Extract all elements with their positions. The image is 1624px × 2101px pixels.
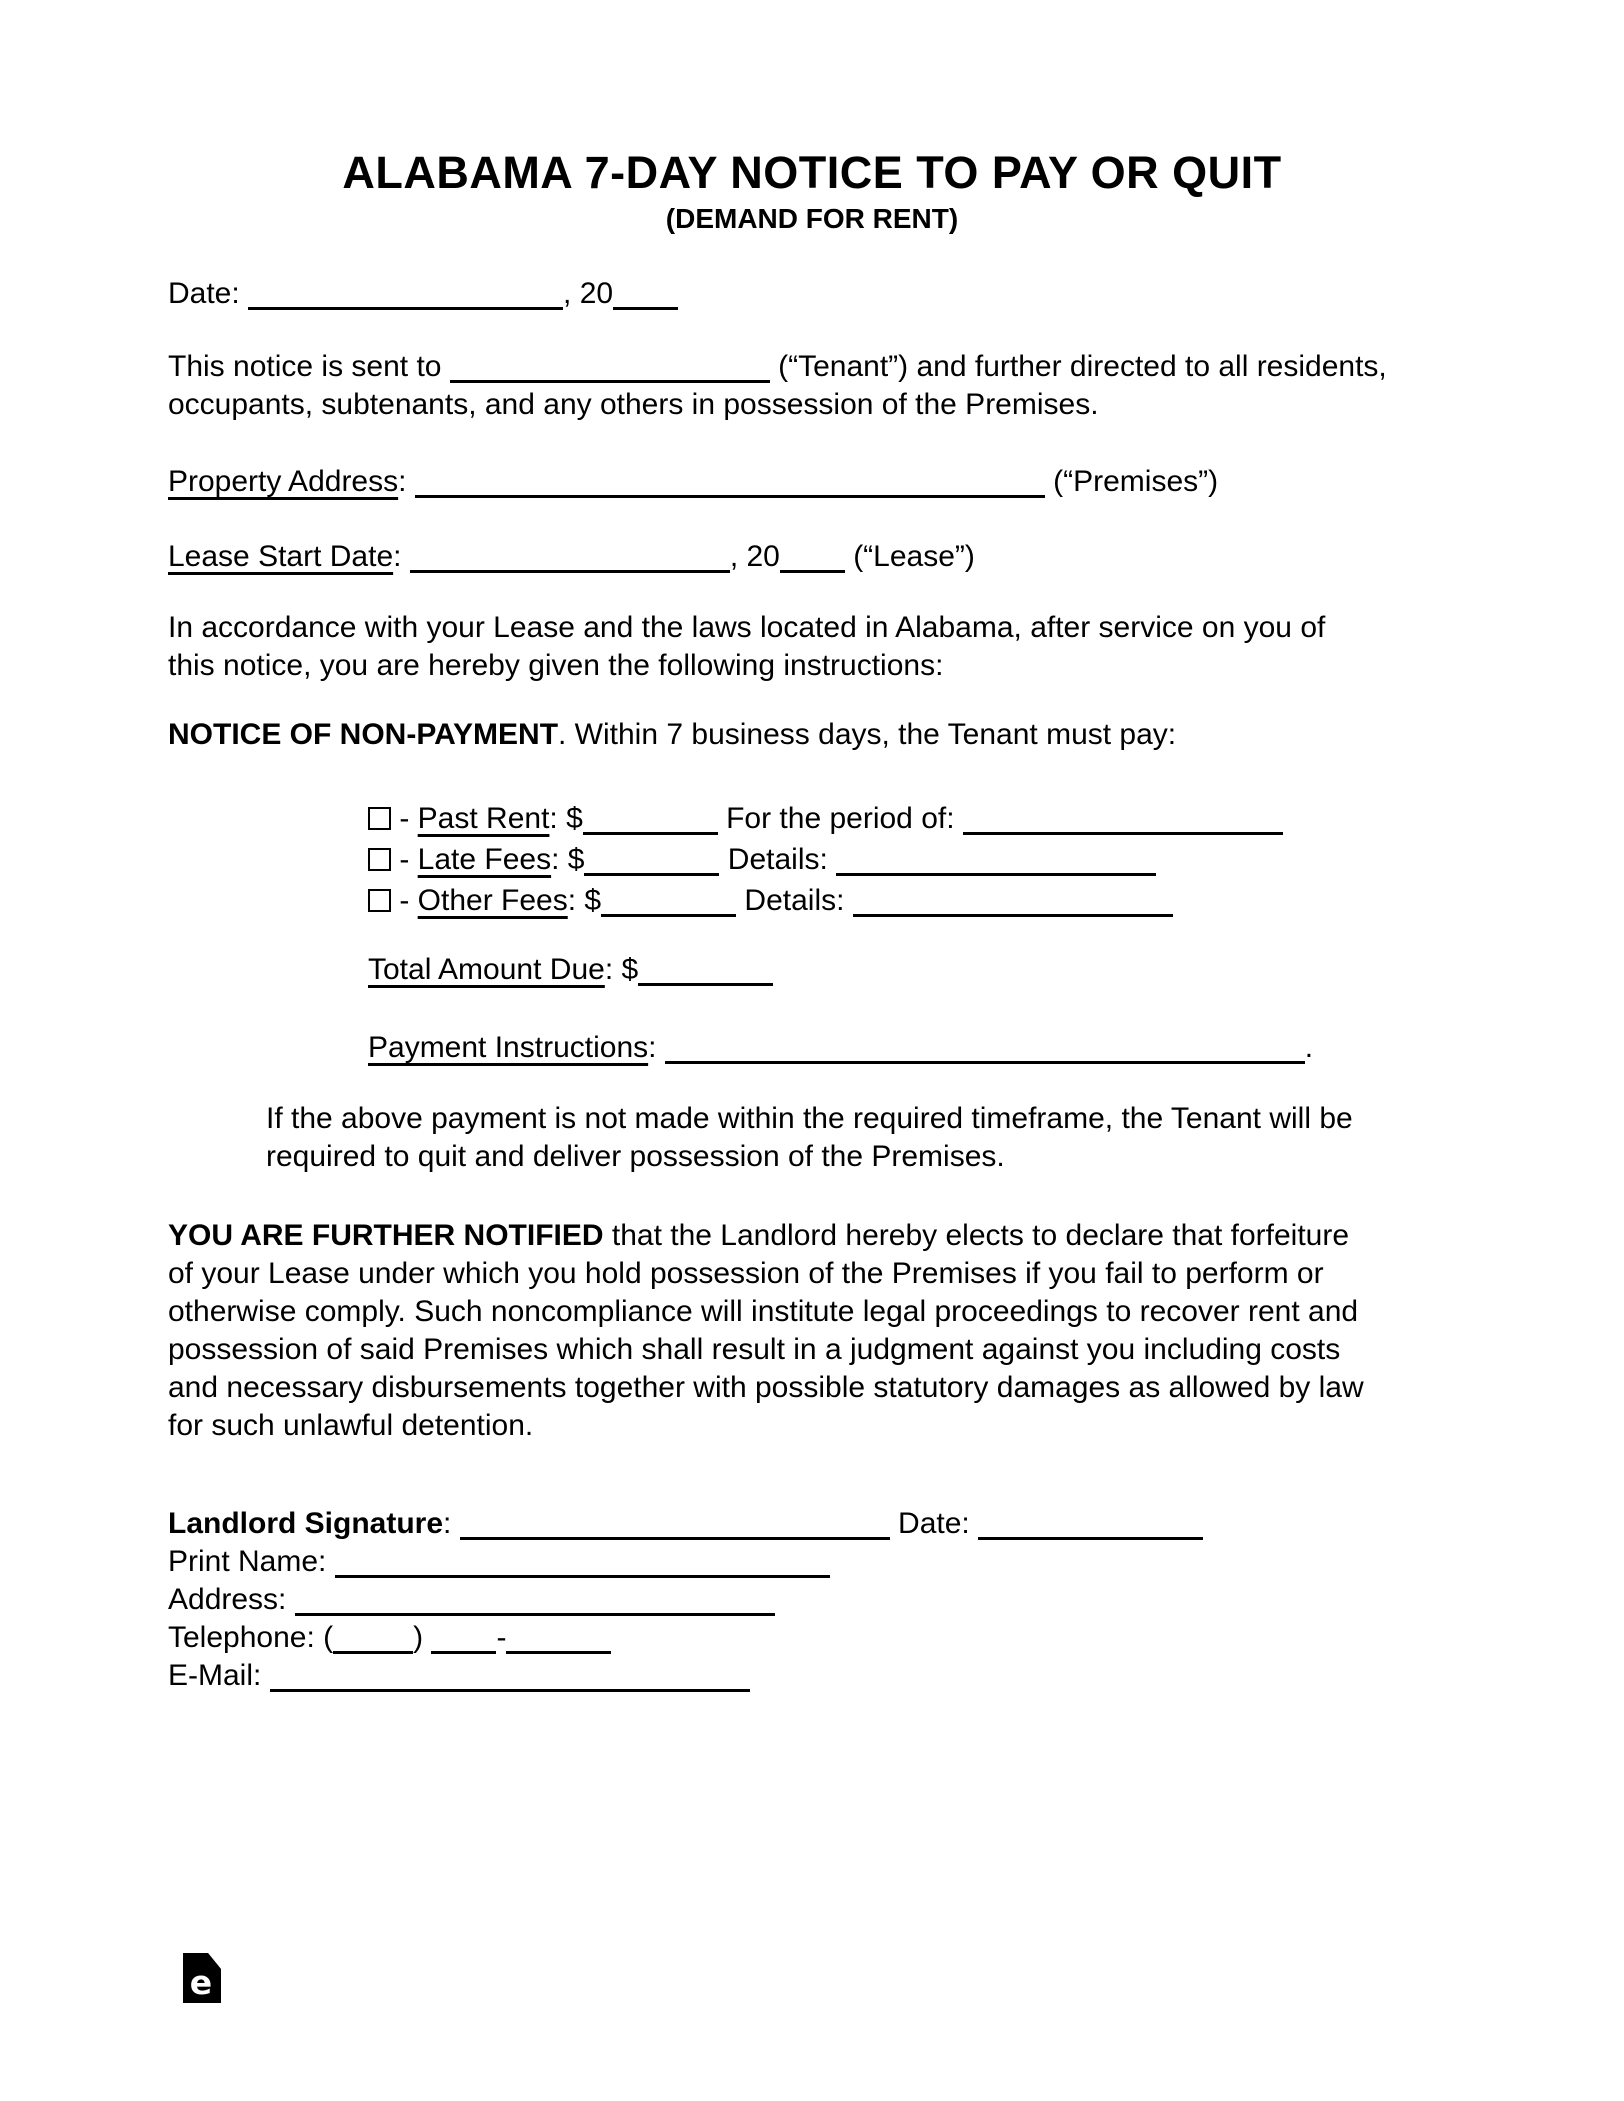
past-rent-row-text-2: - — [391, 802, 418, 835]
other-fees-row — [168, 881, 1456, 921]
late-fees-row-text-6: Details: — [719, 843, 837, 876]
payment-instructions-line-text-2: : — [648, 1031, 665, 1064]
sent-to-line-2-text-1: occupants, subtenants, and any others in possession of the Premises. — [168, 388, 1099, 421]
quit-warning-line-1-text-1: If the above payment is not made within the required timeframe, the Tenant will be — [266, 1102, 1353, 1135]
address-line — [168, 1581, 1456, 1619]
past-rent-row-blank-5[interactable] — [583, 804, 718, 835]
late-fees-row-text-3: Late Fees — [417, 843, 552, 876]
late-fees-row-text-2: - — [391, 843, 418, 876]
past-rent-row-text-6: For the period of: — [717, 802, 963, 835]
other-fees-row-text-3: Other Fees — [417, 884, 568, 917]
document-title: ALABAMA 7-DAY NOTICE TO PAY OR QUIT — [342, 147, 1282, 198]
late-fees-row-blank-5[interactable] — [584, 845, 719, 876]
accordance-line-2-text-1: this notice, you are hereby given the following instructions: — [168, 649, 944, 682]
telephone-line-text-3: ) — [413, 1621, 432, 1654]
print-name-line-blank-2[interactable] — [335, 1547, 830, 1578]
document-body — [168, 274, 1456, 1695]
print-name-line-text-1: Print Name: — [168, 1545, 335, 1578]
forfeiture-line-5 — [168, 1369, 1456, 1407]
landlord-signature-line-blank-5[interactable] — [978, 1509, 1203, 1540]
sent-to-line-1-text-1: This notice is sent to — [168, 350, 450, 383]
sent-to-line-2 — [168, 386, 1456, 424]
landlord-signature-line-text-1: Landlord Signature — [168, 1507, 444, 1540]
forfeiture-line-1-text-1: YOU ARE FURTHER NOTIFIED — [168, 1219, 604, 1252]
sent-to-line-1-text-3: (“Tenant”) and further directed to all residents, — [769, 350, 1387, 383]
date-line-blank-2[interactable] — [248, 279, 563, 310]
forfeiture-line-4 — [168, 1331, 1456, 1369]
landlord-signature-line — [168, 1505, 1456, 1543]
accordance-line-1 — [168, 609, 1456, 647]
email-line — [168, 1657, 1456, 1695]
forfeiture-line-3 — [168, 1293, 1456, 1331]
property-address-line — [168, 462, 1456, 502]
total-amount-due-line-text-1: Total Amount Due — [368, 953, 605, 986]
sent-to-line-1-blank-2[interactable] — [450, 352, 770, 383]
email-line-blank-2[interactable] — [270, 1661, 750, 1692]
eforms-logo-letter: e — [189, 1963, 213, 2002]
forfeiture-line-1 — [168, 1217, 1456, 1255]
late-fees-row — [168, 840, 1456, 880]
accordance-line-2 — [168, 647, 1456, 685]
forfeiture-line-2-text-1: of your Lease under which you hold possession of the Premises if you fail to perform or — [168, 1257, 1324, 1290]
print-name-line — [168, 1543, 1456, 1581]
document-subtitle: (DEMAND FOR RENT) — [665, 203, 959, 234]
quit-warning-line-2-text-1: required to quit and deliver possession of the Premises. — [266, 1140, 1005, 1173]
other-fees-row-text-6: Details: — [736, 884, 853, 917]
forfeiture-line-2 — [168, 1255, 1456, 1293]
other-fees-row-checkbox[interactable] — [368, 889, 391, 912]
late-fees-row-checkbox[interactable] — [368, 848, 391, 871]
notice-of-nonpayment-line-text-2: . Within 7 business days, the Tenant must pay: — [558, 718, 1177, 751]
other-fees-row-blank-7[interactable] — [853, 886, 1173, 917]
notice-of-nonpayment-line-text-1: NOTICE OF NON-PAYMENT — [168, 718, 559, 751]
past-rent-row-text-4: : $ — [549, 802, 583, 835]
landlord-signature-line-text-2: : — [443, 1507, 460, 1540]
eforms-logo — [183, 1953, 221, 2003]
payment-instructions-line-text-4: . — [1304, 1031, 1314, 1064]
lease-start-line-blank-3[interactable] — [410, 542, 730, 573]
email-line-text-1: E-Mail: — [168, 1659, 270, 1692]
payment-instructions-line-text-1: Payment Instructions — [368, 1031, 649, 1064]
landlord-signature-line-blank-3[interactable] — [460, 1509, 890, 1540]
late-fees-row-blank-7[interactable] — [836, 845, 1156, 876]
property-address-line-text-4: (“Premises”) — [1044, 465, 1219, 498]
accordance-line-1-text-1: In accordance with your Lease and the laws located in Alabama, after service on you of — [168, 611, 1326, 644]
other-fees-row-blank-5[interactable] — [601, 886, 736, 917]
forfeiture-line-4-text-1: possession of said Premises which shall result in a judgment against you including costs — [168, 1333, 1341, 1366]
telephone-line-blank-2[interactable] — [333, 1623, 413, 1654]
past-rent-row — [168, 799, 1456, 839]
telephone-line-blank-6[interactable] — [506, 1623, 611, 1654]
lease-start-line — [168, 537, 1456, 577]
address-line-text-1: Address: — [168, 1583, 295, 1616]
property-address-line-text-2: : — [398, 465, 415, 498]
lease-start-line-blank-5[interactable] — [780, 542, 845, 573]
late-fees-row-text-4: : $ — [551, 843, 585, 876]
date-line — [168, 274, 1456, 314]
telephone-line-text-1: Telephone: ( — [168, 1621, 334, 1654]
total-amount-due-line — [168, 950, 1456, 990]
total-amount-due-line-text-2: : $ — [604, 953, 639, 986]
past-rent-row-checkbox[interactable] — [368, 807, 391, 830]
forfeiture-line-5-text-1: and necessary disbursements together with possible statutory damages as allowed by law — [168, 1371, 1364, 1404]
lease-start-line-text-4: , 20 — [729, 540, 780, 573]
payment-instructions-line — [168, 1028, 1456, 1068]
other-fees-row-text-4: : $ — [567, 884, 602, 917]
lease-start-line-text-2: : — [393, 540, 410, 573]
quit-warning-line-2 — [168, 1138, 1456, 1176]
date-line-text-1: Date: — [168, 277, 249, 310]
forfeiture-line-1-text-2: that the Landlord hereby elects to declare that forfeiture — [603, 1219, 1350, 1252]
forfeiture-line-6 — [168, 1407, 1456, 1445]
past-rent-row-text-3: Past Rent — [417, 802, 550, 835]
quit-warning-line-1 — [168, 1100, 1456, 1138]
forfeiture-line-3-text-1: otherwise comply. Such noncompliance will institute legal proceedings to recover rent and — [168, 1295, 1359, 1328]
telephone-line — [168, 1619, 1456, 1657]
past-rent-row-blank-7[interactable] — [963, 804, 1283, 835]
payment-instructions-line-blank-3[interactable] — [665, 1033, 1305, 1064]
notice-of-nonpayment-line — [168, 715, 1456, 755]
date-line-text-3: , 20 — [563, 277, 614, 310]
lease-start-line-text-1: Lease Start Date — [168, 540, 394, 573]
total-amount-due-line-blank-3[interactable] — [638, 955, 773, 986]
telephone-line-blank-4[interactable] — [431, 1623, 496, 1654]
address-line-blank-2[interactable] — [295, 1585, 775, 1616]
property-address-line-text-1: Property Address — [168, 465, 399, 498]
landlord-signature-line-text-4: Date: — [889, 1507, 979, 1540]
date-line-blank-4[interactable] — [613, 279, 678, 310]
property-address-line-blank-3[interactable] — [415, 467, 1045, 498]
forfeiture-line-6-text-1: for such unlawful detention. — [168, 1409, 534, 1442]
telephone-line-text-5: - — [496, 1621, 507, 1654]
other-fees-row-text-2: - — [391, 884, 418, 917]
sent-to-line-1 — [168, 348, 1456, 386]
lease-start-line-text-6: (“Lease”) — [844, 540, 975, 573]
